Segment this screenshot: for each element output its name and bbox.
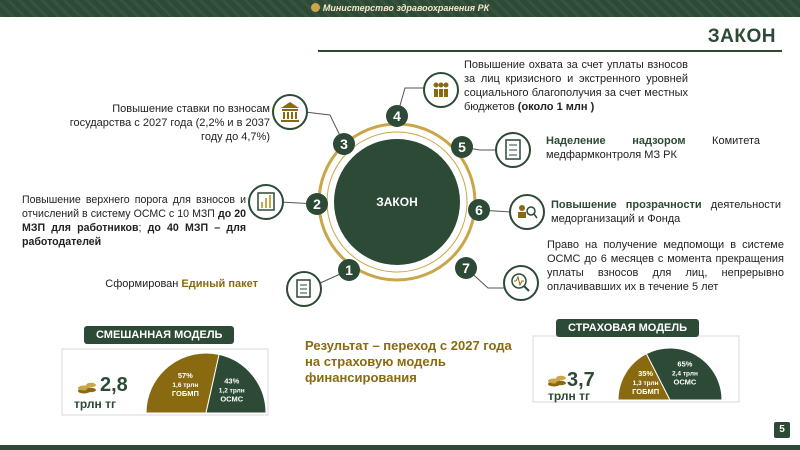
insurance-model-title: СТРАХОВАЯ МОДЕЛЬ xyxy=(556,319,699,337)
item-1-highlight: Единый пакет xyxy=(181,278,258,290)
insurance-total: 3,7 xyxy=(567,369,595,391)
mixed-total: 2,8 xyxy=(100,374,128,396)
node-6-label: 6 xyxy=(475,202,483,218)
insurance-label-осмс-1: 2,4 трлн xyxy=(671,370,698,378)
insurance-unit: трлн тг xyxy=(548,389,590,403)
insurance-model-chart xyxy=(618,348,722,400)
mixed-label-гобмп-2: ГОБМП xyxy=(171,389,199,399)
item-7-text: Право на получение медпомощи в системе ОСМС до 6 месяцев с момента прекращения уплаты взносов для лиц, непрерывно оплачивавших их в течение 5 лет xyxy=(547,239,784,293)
coins-icon xyxy=(77,379,97,395)
node-3-label: 3 xyxy=(340,136,348,152)
insurance-label-гобмп-1: 1,3 трлн xyxy=(632,380,659,388)
item-3-text: Повышение ставки по взносам государства с 2027 года (2,2% и в 2037 году до 4,7%) xyxy=(69,103,270,143)
result-text: Результат – переход с 2027 года на страховую модель финансирования xyxy=(305,338,512,385)
item-4-text: Повышение охвата за счет уплаты взносов за лиц кризисного и экстренного уровней социального благополучия за счет местных бюджетов (около 1 млн ) xyxy=(464,59,688,113)
item-6-highlight: Повышение прозрачности xyxy=(551,199,702,211)
item-1-text: Сформирован Единый пакет xyxy=(105,278,258,290)
coins-icon xyxy=(547,372,567,388)
insurance-label-осмс-2: ОСМС xyxy=(673,377,697,387)
item-5-text: Наделение надзором Комитета медфармконтроля МЗ РК xyxy=(546,135,760,161)
mixed-label-гобмп-1: 1,6 трлн xyxy=(172,382,199,390)
mixed-label-осмс-1: 1,2 трлн xyxy=(218,387,245,395)
magnifier-pulse-icon xyxy=(504,266,538,300)
people-group-icon xyxy=(424,73,458,107)
bottom-bar xyxy=(0,445,800,450)
mixed-label-осмс-0: 43% xyxy=(224,376,240,386)
insurance-label-осмс-0: 65% xyxy=(677,359,693,369)
item-2-text: Повышение верхнего порога для взносов и отчислений в систему ОСМС с 10 МЗП до 20 МЗП для работников; до 40 МЗП – для работодателей xyxy=(22,194,246,248)
insurance-label-гобмп-0: 35% xyxy=(638,369,654,379)
bar-chart-icon xyxy=(249,185,283,219)
item-5-highlight: Наделение надзором xyxy=(546,135,686,147)
document-icon xyxy=(287,272,321,306)
node-7-label: 7 xyxy=(462,260,470,276)
mixed-model-chart xyxy=(146,353,266,413)
mixed-label-осмс-2: ОСМС xyxy=(220,394,244,404)
mixed-model-title: СМЕШАННАЯ МОДЕЛЬ xyxy=(84,326,234,344)
page-title: ЗАКОН xyxy=(707,26,776,47)
center-label: ЗАКОН xyxy=(376,195,418,209)
node-1-label: 1 xyxy=(345,262,353,278)
mixed-unit: трлн тг xyxy=(74,397,116,411)
node-4-label: 4 xyxy=(393,108,401,124)
government-building-icon xyxy=(273,95,307,129)
checklist-icon xyxy=(496,133,530,167)
insurance-label-гобмп-2: ГОБМП xyxy=(632,387,660,397)
ministry-label: Министерство здравоохранения РК xyxy=(322,3,490,13)
item-6-text: Повышение прозрачности деятельности медорганизаций и Фонда xyxy=(551,199,781,225)
page-number: 5 xyxy=(774,422,790,438)
mixed-label-гобмп-0: 57% xyxy=(177,371,193,381)
node-5-label: 5 xyxy=(458,139,466,155)
people-search-icon xyxy=(510,195,544,229)
node-2-label: 2 xyxy=(313,196,321,212)
